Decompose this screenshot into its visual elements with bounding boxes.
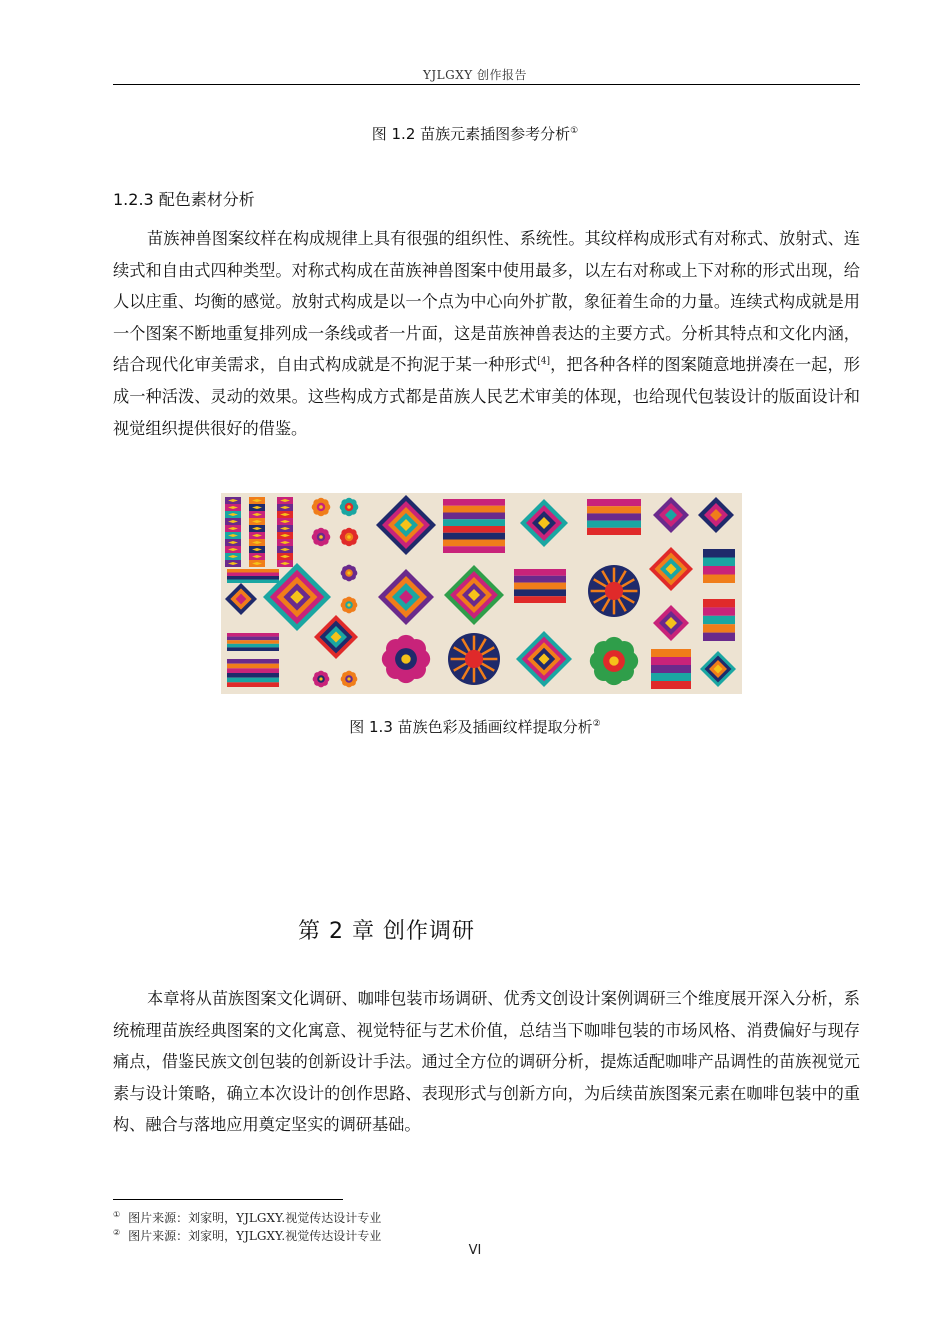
stripe-band xyxy=(587,513,641,520)
flower-core xyxy=(347,603,350,606)
stripe-band xyxy=(514,583,566,590)
stripe-band xyxy=(703,558,735,567)
footnote-2-mark: ② xyxy=(113,1228,121,1237)
footnote-rule xyxy=(113,1199,343,1200)
footnote-2-text: 图片来源：刘家明，YJLGXY.视觉传达设计专业 xyxy=(128,1229,382,1243)
flower-core xyxy=(347,571,350,574)
stripe-band xyxy=(651,681,691,689)
stripe-band xyxy=(443,513,505,520)
flower-core xyxy=(319,535,323,539)
page-number: VI xyxy=(468,1243,482,1258)
stripe-band xyxy=(227,637,279,641)
stripe-band xyxy=(227,580,279,584)
sun-center xyxy=(605,582,623,600)
stripe-band xyxy=(443,499,505,506)
stripe-band xyxy=(703,575,735,584)
stripe-band xyxy=(227,664,279,669)
stripe-band xyxy=(443,526,505,533)
stripe-band xyxy=(227,659,279,664)
stripe-band xyxy=(651,657,691,665)
stripe-band xyxy=(703,607,735,615)
flower-core xyxy=(347,505,351,509)
flower-core xyxy=(609,656,618,665)
chapter-2-paragraph: 本章将从苗族图案文化调研、咖啡包装市场调研、优秀文创设计案例调研三个维度展开深入分析，系统梳理苗族经典图案的文化寓意、视觉特征与艺术价值，总结当下咖啡包装的市场风格、消费偏好与现存痛点，借鉴民族文创包装的创新设计手法。通过全方位的调研分析，提炼适配咖啡产品调性的苗族视觉元素与设计策略，确立本次设计的创作思路、表现形式与创新方向，为后续苗族图案元素在咖啡包装中的重构、融合与落地应用奠定坚实的调研基础。 xyxy=(113,989,860,1135)
citation-4: [4] xyxy=(537,356,550,367)
chapter-2-title: 第 2 章 创作调研 xyxy=(298,919,475,944)
stripe-band xyxy=(443,506,505,513)
figure-1-2-caption xyxy=(0,123,950,144)
stripe-band xyxy=(703,599,735,607)
stripe-band xyxy=(514,576,566,583)
flower-core xyxy=(347,677,350,680)
stripe-band xyxy=(651,649,691,657)
stripe-band xyxy=(587,521,641,528)
stripe-band xyxy=(703,616,735,624)
flower-core xyxy=(319,677,322,680)
stripe-band xyxy=(587,506,641,513)
stripe-band xyxy=(703,624,735,632)
stripe-band xyxy=(227,668,279,673)
miao-pattern-illustration xyxy=(221,493,742,694)
flower-core xyxy=(347,535,351,539)
flower-core xyxy=(401,654,410,663)
stripe-band xyxy=(227,576,279,580)
figure-1-3-note-mark: ② xyxy=(592,719,601,729)
header-rule xyxy=(113,84,860,85)
stripe-band xyxy=(651,665,691,673)
stripe-band xyxy=(514,569,566,576)
stripe-band xyxy=(443,540,505,547)
miao-pattern-figure xyxy=(221,493,742,694)
stripe-band xyxy=(227,682,279,687)
footnote-1-text: 图片来源：刘家明，YJLGXY.视觉传达设计专业 xyxy=(128,1211,382,1225)
figure-1-3-caption xyxy=(0,716,950,737)
running-header: YJLGXY 创作报告 xyxy=(422,68,528,82)
stripe-band xyxy=(651,673,691,681)
flower-core xyxy=(319,505,323,509)
stripe-band xyxy=(703,566,735,575)
stripe-band xyxy=(587,499,641,506)
figure-1-2-caption-text: 图 1.2 苗族元素插图参考分析 xyxy=(371,125,571,143)
stripe-band xyxy=(227,633,279,637)
stripe-band xyxy=(227,647,279,651)
stripe-band xyxy=(227,573,279,577)
paragraph-text-part2: ，把各种各样的图案随意地拼凑在一起，形成一种活泼、灵动的效果。这些构成方式都是苗族人民艺术审美的体现，也给现代包装设计的版面设计和视觉组织提供很好的借鉴。 xyxy=(113,355,860,438)
footnote-1-mark: ① xyxy=(113,1210,121,1219)
stripe-band xyxy=(587,528,641,535)
stripe-band xyxy=(227,673,279,678)
section-heading-1-2-3: 1.2.3 配色素材分析 xyxy=(113,190,255,209)
stripe-band xyxy=(227,644,279,648)
stripe-band xyxy=(443,519,505,526)
stripe-band xyxy=(227,640,279,644)
stripe-band xyxy=(514,589,566,596)
stripe-band xyxy=(703,633,735,641)
figure-1-3-caption-text: 图 1.3 苗族色彩及插画纹样提取分析 xyxy=(349,718,593,736)
stripe-band xyxy=(227,678,279,683)
stripe-band xyxy=(443,533,505,540)
footnote-1 xyxy=(113,1209,381,1226)
stripe-band xyxy=(443,546,505,553)
stripe-band xyxy=(703,549,735,558)
footnote-2 xyxy=(113,1227,381,1244)
figure-1-2-note-mark: ① xyxy=(570,126,579,136)
stripe-band xyxy=(514,596,566,603)
sun-center xyxy=(465,650,483,668)
section-1-2-3-paragraph xyxy=(113,223,860,444)
stripe-band xyxy=(227,569,279,573)
paragraph-text-part1: 苗族神兽图案纹样在构成规律上具有很强的组织性、系统性。其纹样构成形式有对称式、放射式、连续式和自由式四种类型。对称式构成在苗族神兽图案中使用最多，以左右对称或上下对称的形式出现，给人以庄重、均衡的感觉。放射式构成是以一个点为中心向外扩散，象征着生命的力量。连续式构成就是用一个图案不断地重复排列成一条线或者一片面，这是苗族神兽表达的主要方式。分析其特点和文化内涵，结合现代化审美需求，自由式构成就是不拘泥于某一种形式 xyxy=(113,229,860,375)
